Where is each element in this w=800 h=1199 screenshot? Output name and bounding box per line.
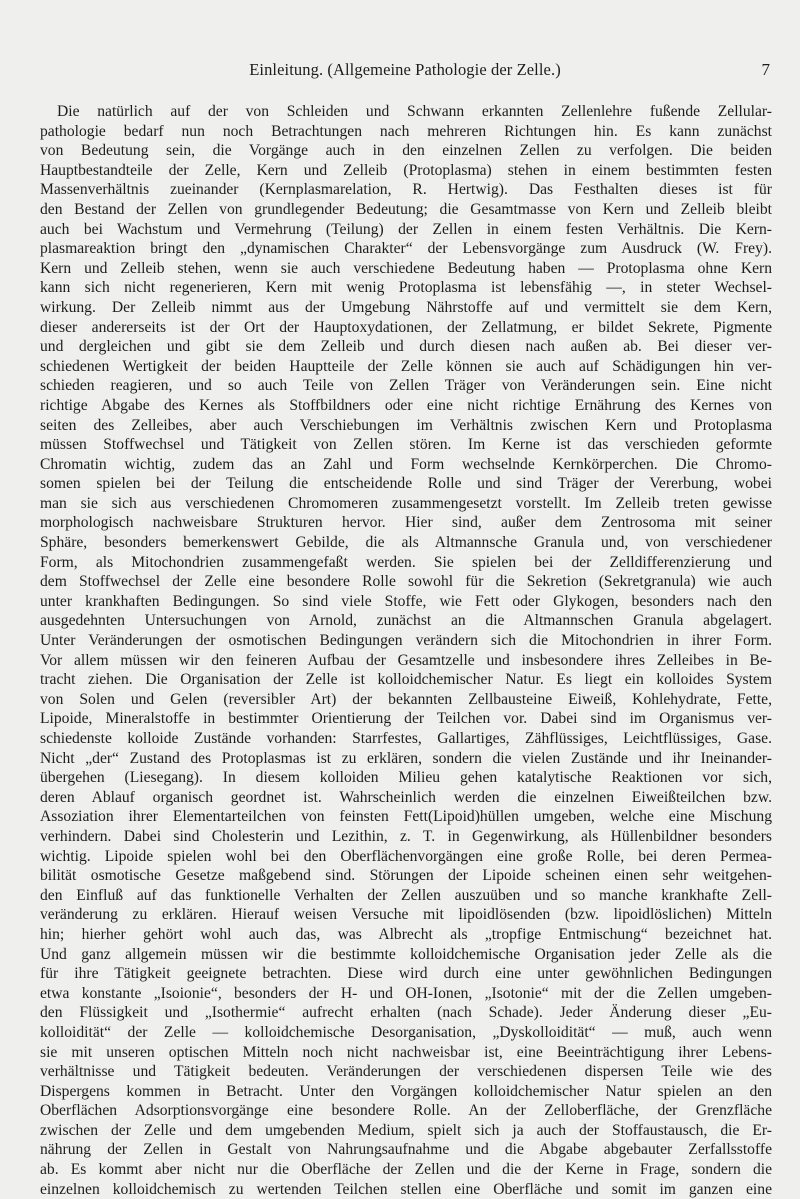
text-line: übergehen (Liesegang). In diesem kolloiden Milieu gehen katalytische Reaktionen vor sich, <box>40 769 772 787</box>
text-line: Unter Veränderungen der osmotischen Bedingungen verändern sich die Mitochondrien in ihrer Form. <box>40 632 772 650</box>
text-line: und dergleichen und gibt sie dem Zelleib und durch diesen nach außen ab. Bei dieser ver- <box>40 338 772 356</box>
text-line: etwa konstante „Isoionie“, besonders der H- und OH-Ionen, „Isotonie“ mit der die Zellen umgeben- <box>40 984 772 1002</box>
text-line: schiedenen Wertigkeit der beiden Hauptteile der Zelle können sie auch auf Schädigungen hin ver- <box>40 357 772 375</box>
text-line: Massenverhältnis zueinander (Kernplasmarelation, R. Hertwig). Das Festhalten dieses ist für <box>40 181 772 199</box>
running-title: Einleitung. (Allgemeine Pathologie der Zelle.) <box>249 60 561 79</box>
text-line: dieser andererseits ist der Ort der Hauptoxydationen, der Zellatmung, er bildet Sekrete, Pigmente <box>40 318 772 336</box>
page-header <box>40 60 770 84</box>
text-line: man sie sich aus verschiedenen Chromomeren zusammengesetzt vorstellt. Im Zelleib treten gewisse <box>40 494 772 512</box>
text-line: pathologie bedarf nun noch Betrachtungen nach mehreren Richtungen hin. Es kann zunächst <box>40 122 772 140</box>
text-line: müssen Stoffwechsel und Tätigkeit von Zellen stören. Im Kerne ist das verschieden geformte <box>40 436 772 454</box>
text-line: schiedenste kolloide Zustände vorhanden: Starrfestes, Gallartiges, Zähflüssiges, Leichtflüssiges, Gase. <box>40 730 772 747</box>
text-line: zwischen der Zelle und dem umgebenden Medium, spielt sich ja auch der Stoffaustausch, die Er- <box>40 1121 772 1139</box>
text-line: bilität osmotische Gesetze maßgebend sind. Störungen der Lipoide scheinen einen sehr weitgehen- <box>40 867 772 885</box>
text-line: schieden reagieren, und so auch Teile von Zellen Träger von Veränderungen sein. Eine nicht <box>40 377 772 395</box>
text-line: verhindern. Dabei sind Cholesterin und Lezithin, z. T. in Gegenwirkung, als Hüllenbildner besonders <box>40 827 772 845</box>
text-line: Die natürlich auf der von Schleiden und Schwann erkannten Zellenlehre fußende Zellular- <box>57 103 772 120</box>
page-number: 7 <box>761 60 770 79</box>
text-line: seiten des Zelleibes, aber auch Verschiebungen im Verhältnis zwischen Kern und Protoplasma <box>40 416 772 434</box>
text-line: den Bestand der Zellen von grundlegender Bedeutung; die Gesamtmasse von Kern und Zelleib bleibt <box>40 200 772 218</box>
text-line: einzelnen kolloidchemisch zu wertenden Teilchen stellen eine Oberfläche und somit im ganzen eine <box>40 1180 772 1198</box>
text-line: Nicht „der“ Zustand des Protoplasmas ist zu erklären, sondern die vielen Zustände und ihr Ineinander- <box>40 749 772 767</box>
text-line: für ihre Tätigkeit geeignete betrachten. Diese wird durch eine unter gewöhnlichen Bedingungen <box>40 965 772 983</box>
text-line: von Bedeutung sein, die Vorgänge auch in den einzelnen Zellen zu verfolgen. Die beiden <box>40 142 772 160</box>
text-line: Chromatin wichtig, zudem das an Zahl und Form wechselnde Kernkörperchen. Die Chromo- <box>40 455 772 473</box>
text-line: wichtig. Lipoide spielen wohl bei den Oberflächenvorgängen eine große Rolle, bei deren Permea- <box>40 847 772 865</box>
body-text <box>40 102 772 1199</box>
text-line: nährung der Zellen in Gestalt von Nahrungsaufnahme und die Abgabe abgebauter Zerfallsstoffe <box>40 1141 772 1159</box>
text-line: auch bei Wachstum und Vermehrung (Teilung) der Zellen in einem festen Verhältnis. Die Kern- <box>40 220 772 238</box>
text-line: somen spielen bei der Teilung die entscheidende Rolle und sind Träger der Vererbung, wobei <box>40 475 772 493</box>
text-line: tracht ziehen. Die Organisation der Zelle ist kolloidchemischer Natur. Es liegt ein kolloides System <box>40 671 772 689</box>
text-line: von Solen und Gelen (reversibler Art) der bekannten Zellbausteine Eiweiß, Kohlehydrate, Fette, <box>40 690 772 708</box>
text-line: kann sich nicht regenerieren, Kern mit wenig Protoplasma ist lebensfähig —, in steter Wechsel- <box>40 279 772 297</box>
text-line: morphologisch nachweisbare Strukturen hervor. Hier sind, außer dem Zentrosoma mit seiner <box>40 514 772 532</box>
text-line: Dispergens kommen in Betracht. Unter den Vorgängen kolloidchemischer Natur spielen an den <box>40 1082 772 1100</box>
text-line: den Flüssigkeit und „Isothermie“ aufrecht erhalten (nach Schade). Jeder Änderung dieser „Eu- <box>40 1004 772 1022</box>
text-line: Kern und Zelleib stehen, wenn sie auch verschiedene Bedeutung haben — Protoplasma ohne Kern <box>40 259 772 277</box>
text-line: wirkung. Der Zelleib nimmt aus der Umgebung Nährstoffe auf und vermittelt sie dem Kern, <box>40 298 772 316</box>
text-line: Hauptbestandteile der Zelle, Kern und Zelleib (Protoplasma) stehen in einem bestimmten festen <box>40 161 772 179</box>
text-line: Form, als Mitochondrien zusammengefaßt werden. Sie spielen bei der Zelldifferenzierung und <box>40 553 772 571</box>
text-line: Assoziation ihrer Elementarteilchen von feinsten Fett(Lipoid)hüllen umgeben, welche eine Mischung <box>40 808 772 826</box>
text-line: deren Ablauf organisch geordnet ist. Wahrscheinlich werden die einzelnen Eiweißteilchen bzw. <box>40 788 772 806</box>
text-line: ausgedehnten Untersuchungen von Arnold, zunächst an die Altmannschen Granula abgelagert. <box>40 612 772 630</box>
text-line: Oberflächen Adsorptionsvorgänge eine besondere Rolle. An der Zelloberfläche, der Grenzfläche <box>40 1102 772 1120</box>
text-line: dem Stoffwechsel der Zelle eine besondere Rolle sowohl für die Sekretion (Sekretgranula) wie auch <box>40 573 772 591</box>
text-line: Und ganz allgemein müssen wir die bestimmte kolloidchemische Organisation jeder Zelle als die <box>40 945 772 963</box>
text-line: Lipoide, Mineralstoffe in bestimmter Orientierung der Teilchen vor. Dabei sind im Organismus ver- <box>40 710 772 728</box>
text-line: Vor allem müssen wir den feineren Aufbau der Gesamtzelle und insbesondere ihres Zelleibes in Be- <box>40 651 772 669</box>
text-line: sie mit unseren optischen Mitteln noch nicht nachweisbar ist, eine Beeinträchtigung ihrer Lebens- <box>40 1043 772 1061</box>
text-line: richtige Abgabe des Kernes als Stoffbildners oder eine nicht richtige Ernährung des Kernes von <box>40 396 772 414</box>
text-line: verhältnisse und Tätigkeit bedeuten. Veränderungen der verschiedenen dispersen Teile wie des <box>40 1063 772 1081</box>
text-line: Sphäre, besonders bemerkenswert Gebilde, die als Altmannsche Granula und, von verschiedener <box>40 534 772 552</box>
text-line: plasmareaktion bringt den „dynamischen Charakter“ der Lebensvorgänge zum Ausdruck (W. Frey). <box>40 240 772 258</box>
text-line: veränderung zu erklären. Hierauf weisen Versuche mit lipoidlösenden (bzw. lipoidlöslichen) Mitteln <box>40 906 772 924</box>
text-line: den Einfluß auf das funktionelle Verhalten der Zellen auszuüben und so manche krankhafte Zell- <box>40 886 772 904</box>
text-line: hin; hierher gehört wohl auch das, was Albrecht als „tropfige Entmischung“ bezeichnet hat. <box>40 925 772 943</box>
text-line: unter krankhaften Bedingungen. So sind viele Stoffe, wie Fett oder Glykogen, besonders nach den <box>40 592 772 610</box>
text-line: kolloidität“ der Zelle — kolloidchemische Desorganisation, „Dyskolloidität“ — muß, auch wenn <box>40 1023 772 1041</box>
text-line: ab. Es kommt aber nicht nur die Oberfläche der Zellen und die der Kerne in Frage, sondern die <box>40 1161 772 1179</box>
